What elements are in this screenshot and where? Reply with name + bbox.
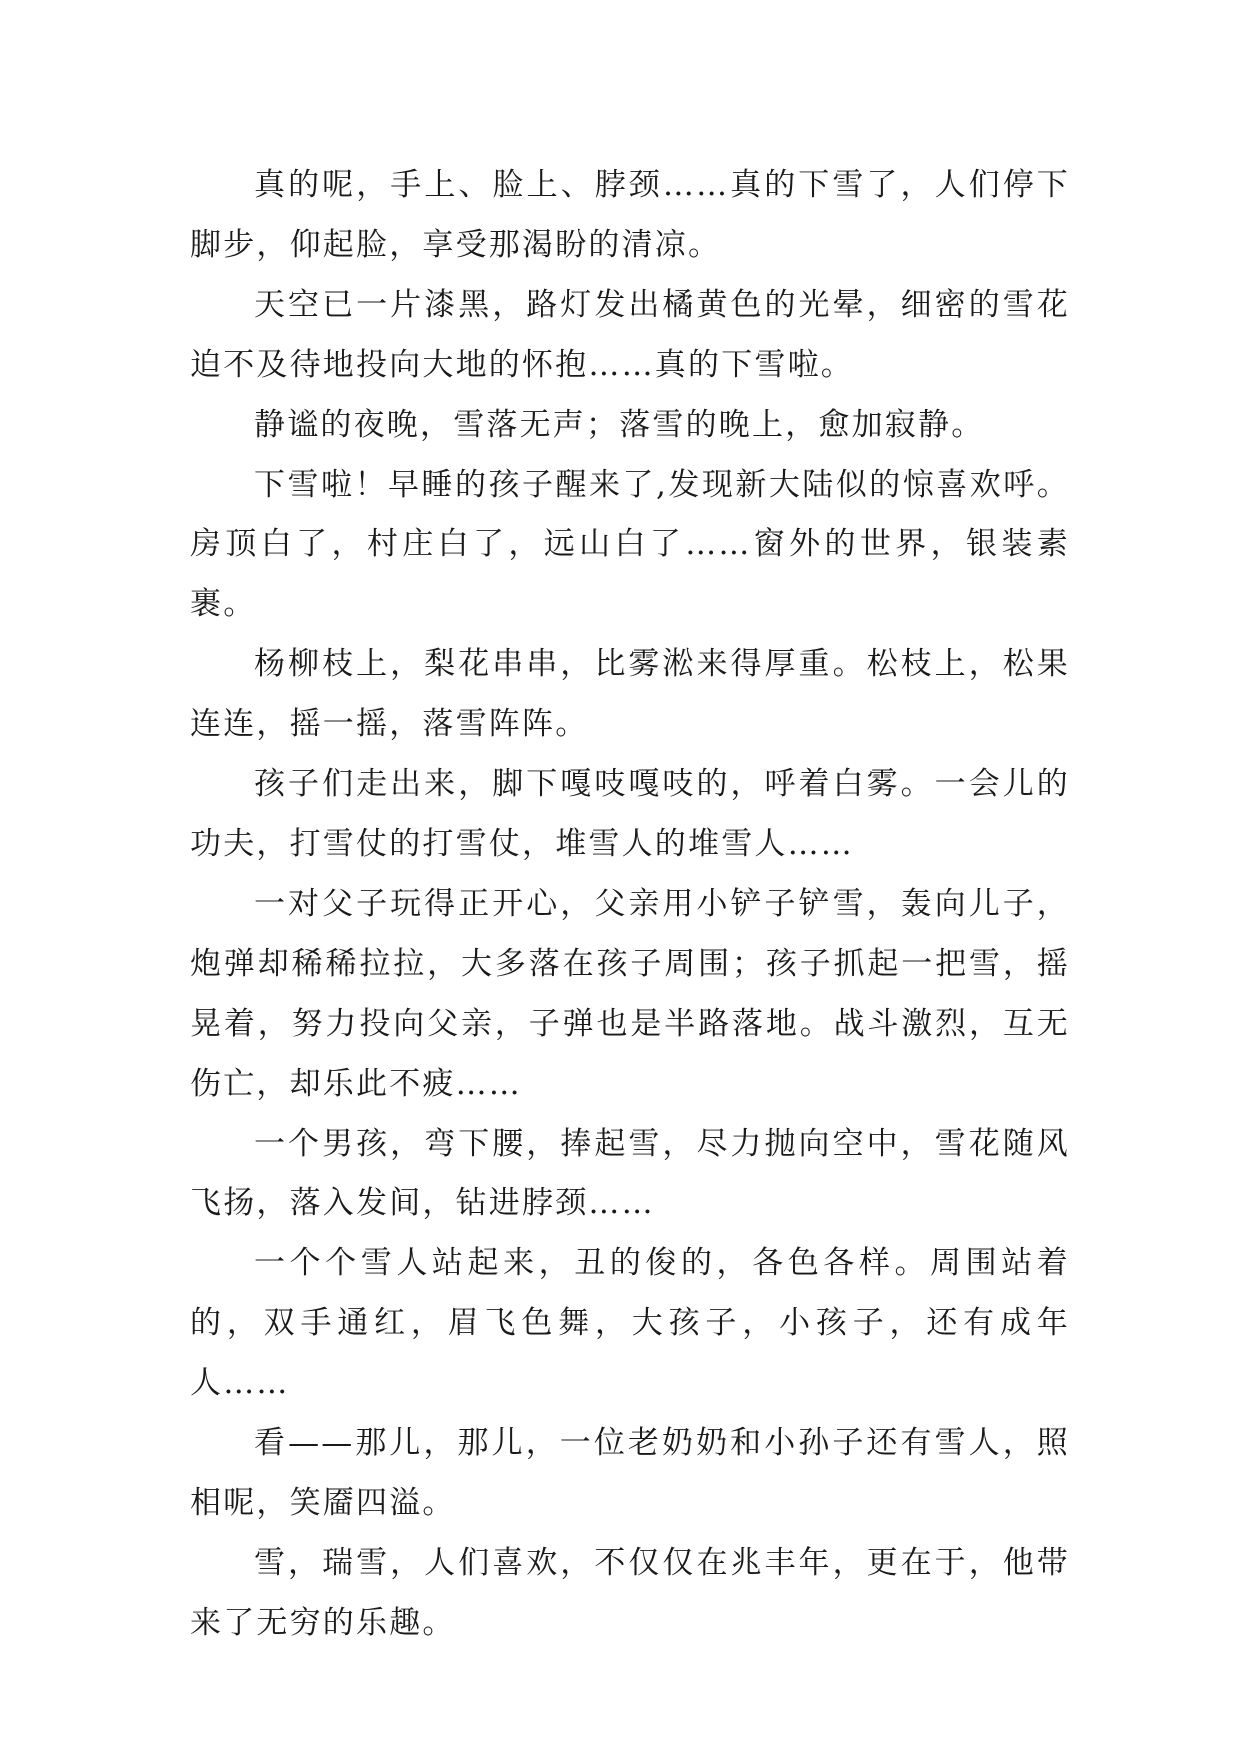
paragraph: 杨柳枝上，梨花串串，比雾淞来得厚重。松枝上，松果连连，摇一摇，落雪阵阵。 xyxy=(190,646,1070,743)
paragraph: 真的呢，手上、脸上、脖颈……真的下雪了，人们停下脚步，仰起脸，享受那渴盼的清凉。 xyxy=(190,167,1070,263)
paragraph: 静谧的夜晚，雪落无声；落雪的晚上，愈加寂静。 xyxy=(254,406,985,443)
paragraph: 看——那儿，那儿，一位老奶奶和小孙子还有雪人，照相呢，笑靥四溢。 xyxy=(190,1425,1070,1521)
paragraph: 下雪啦！早睡的孩子醒来了,发现新大陆似的惊喜欢呼。房顶白了，村庄白了，远山白了……窗外的世界，银装素裹。 xyxy=(190,466,1070,623)
paragraph: 一个男孩，弯下腰，捧起雪，尽力抛向空中，雪花随风飞扬，落入发间，钻进脖颈…… xyxy=(190,1125,1070,1222)
paragraph: 雪，瑞雪，人们喜欢，不仅仅在兆丰年，更在于，他带来了无穷的乐趣。 xyxy=(190,1544,1070,1641)
paragraph: 孩子们走出来，脚下嘎吱嘎吱的，呼着白雾。一会儿的功夫，打雪仗的打雪仗，堆雪人的堆雪人…… xyxy=(190,766,1070,862)
paragraph: 一对父子玩得正开心，父亲用小铲子铲雪，轰向儿子，炮弹却稀稀拉拉，大多落在孩子周围；孩子抓起一把雪，摇晃着，努力投向父亲，子弹也是半路落地。战斗激烈，互无伤亡，却乐此不疲…… xyxy=(190,885,1070,1102)
paragraph: 一个个雪人站起来，丑的俊的，各色各样。周围站着的，双手通红，眉飞色舞，大孩子，小孩子，还有成年人…… xyxy=(190,1245,1070,1402)
essay-body xyxy=(190,156,1070,1654)
paragraph: 天空已一片漆黑，路灯发出橘黄色的光晕，细密的雪花迫不及待地投向大地的怀抱……真的下雪啦。 xyxy=(190,286,1070,383)
